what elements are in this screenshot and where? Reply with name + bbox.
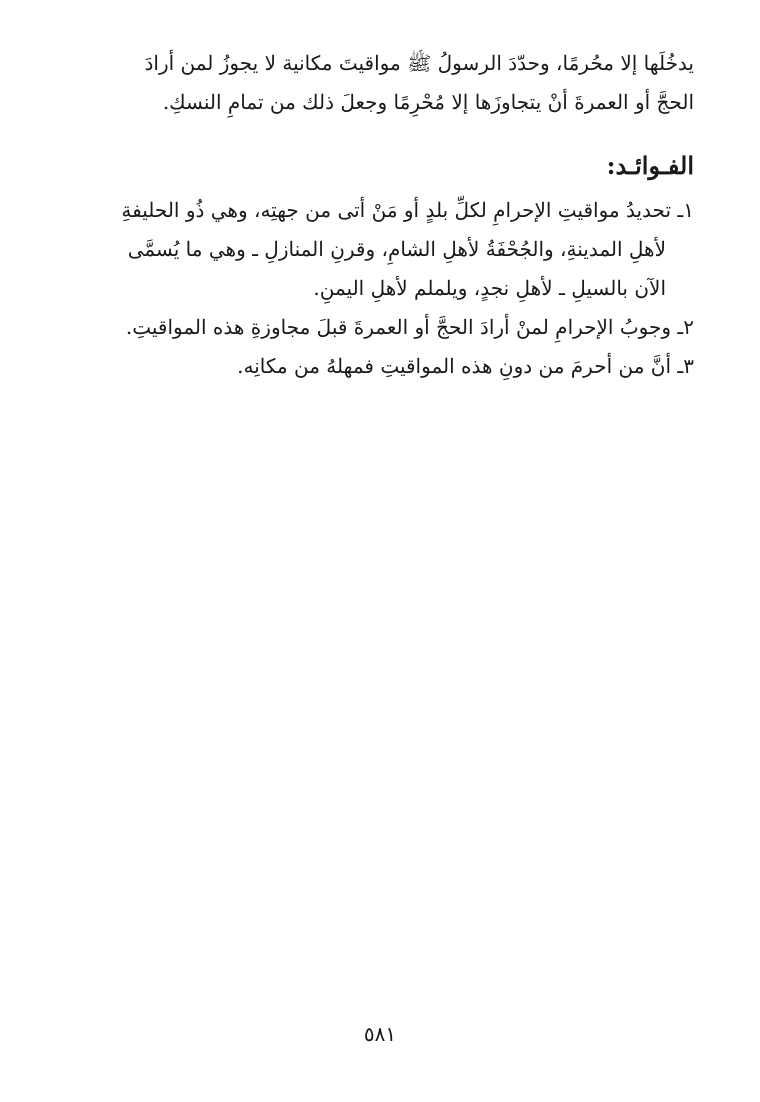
list-item-line: ١ـ تحديدُ مواقيتِ الإحرامِ لكلِّ بلدٍ أو مَنْ أتى من جهتِه، وهي ذُو الحليفةِ	[121, 198, 694, 222]
intro-paragraph	[64, 44, 694, 122]
list-item-line: ٢ـ وجوبُ الإحرامِ لمنْ أرادَ الحجَّ أو العمرةَ قبلَ مجاوزةِ هذه المواقيتِ.	[125, 315, 694, 339]
section-heading: الفـوائـد:	[606, 151, 694, 180]
list-item-line: ٣ـ أنَّ من أحرمَ من دونِ هذه المواقيتِ فمهلهُ من مكانِه.	[237, 354, 694, 378]
page-number: ٥٨١	[363, 1022, 397, 1046]
list-item	[54, 308, 694, 347]
list-item	[54, 347, 694, 386]
list-item	[54, 191, 694, 308]
benefits-list	[54, 191, 694, 386]
paragraph-line: الحجَّ أو العمرةَ أنْ يتجاوزَها إلا مُحْرِمًا وجعلَ ذلك من تمامِ النسكِ.	[162, 90, 694, 114]
paragraph-line: يدخُلَها إلا محُرمًا، وحدّدَ الرسولُ ﷺ مواقيتَ مكانية لا يجوزُ لمن أرادَ	[144, 51, 694, 75]
list-item-line: لأهلِ المدينةِ، والجُحْفَةُ لأهلِ الشامِ، وقرنِ المنازلِ ـ وهي ما يُسمَّى	[127, 237, 666, 261]
list-item-line: الآن بالسيلِ ـ لأهلِ نجدٍ، ويلملم لأهلِ اليمنِ.	[313, 276, 666, 300]
